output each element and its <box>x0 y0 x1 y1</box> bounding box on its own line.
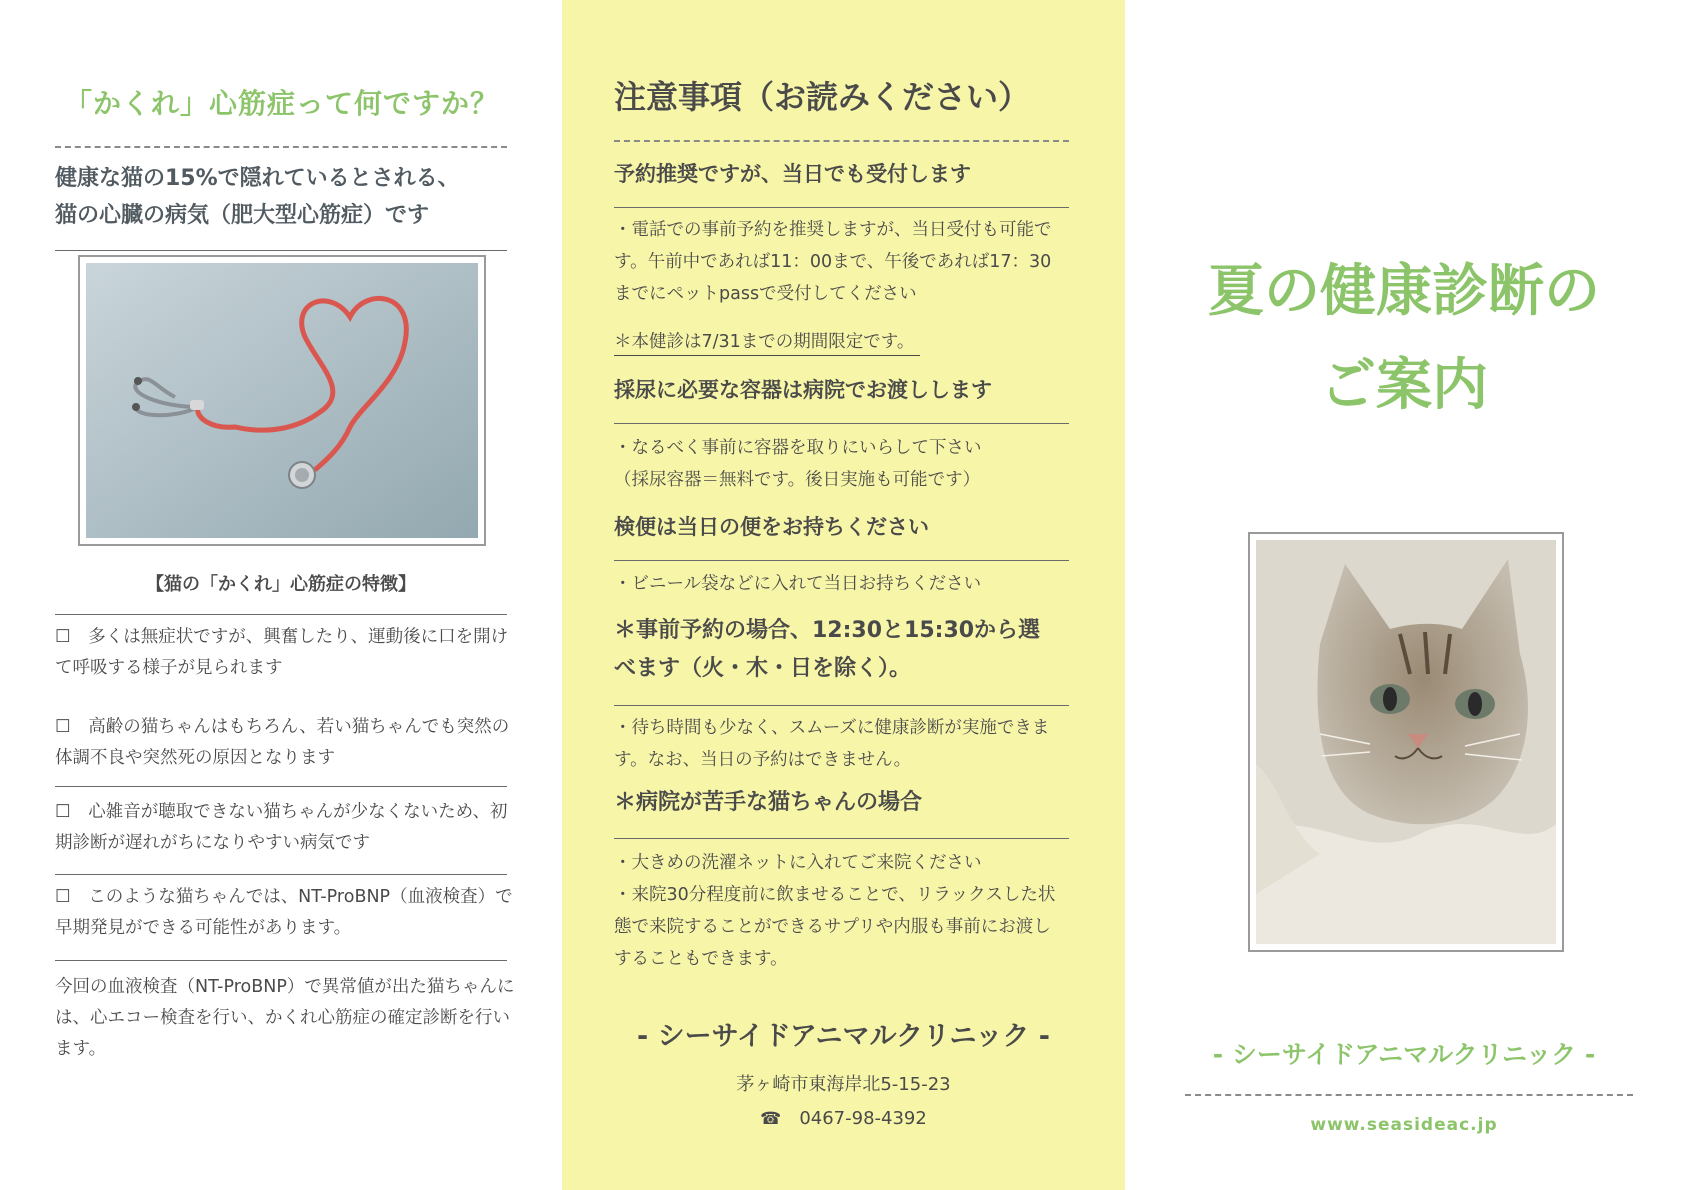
section5-body-line2: ・来院30分程度前に飲ませることで、リラックスした状態で来院することができるサプリや内服も事前にお渡しすることもできます。 <box>614 885 1056 969</box>
section4-heading: ＊事前予約の場合、12:30と15:30から選べます（火・木・日を除く）。 <box>614 618 1041 681</box>
section5-body-line1: ・大きめの洗濯ネットに入れてご来院ください <box>614 853 982 873</box>
clinic-website[interactable]: www.seasideac.jp <box>1310 1115 1498 1135</box>
feature-item-3: ☐ 心雑音が聴取できない猫ちゃんが少なくないため、初期診断が遅れがちになりやすい病気です <box>55 802 508 853</box>
cover-divider <box>1185 1094 1633 1096</box>
left-title: 「かくれ」心筋症って何ですか？ <box>64 87 500 120</box>
left-caption: 【猫の「かくれ」心筋症の特徴】 <box>146 574 416 595</box>
section1-divider <box>614 207 1069 208</box>
cat-image <box>1250 534 1562 950</box>
section2-body-line2: （採尿容器＝無料です。後日実施も可能です） <box>614 470 981 490</box>
left-lead-line1: 健康な猫の15%で隠れているとされる、 <box>55 166 460 191</box>
section2-divider <box>614 423 1069 424</box>
section4-body: ・待ち時間も少なく、スムーズに健康診断が実施できます。なお、当日の予約はできません。 <box>614 718 1050 770</box>
left-lead <box>55 160 525 234</box>
feature-item-4: ☐ このような猫ちゃんでは、NT-ProBNP（血液検査）で早期発見ができる可能性があります。 <box>55 887 513 938</box>
section4-divider <box>614 705 1069 706</box>
section5-divider <box>614 838 1069 839</box>
middle-clinic-name: - シーサイドアニマルクリニック - <box>636 1021 1050 1052</box>
left-footer-text: 今回の血液検査（NT-ProBNP）で異常値が出た猫ちゃんには、心エコー検査を行い、かくれ心筋症の確定診断を行います。 <box>55 977 515 1059</box>
cover-title-line1: 夏の健康診断の <box>1208 259 1600 324</box>
clinic-phone-row <box>562 1108 1125 1129</box>
cover-clinic-name: - シーサイドアニマルクリニック - <box>1212 1040 1596 1069</box>
section3-body: ・ビニール袋などに入れて当日お持ちください <box>614 574 982 594</box>
left-panel <box>0 0 562 1190</box>
stethoscope-heart-image <box>80 257 484 544</box>
clinic-address: 茅ヶ崎市東海岸北5-15-23 <box>736 1074 951 1095</box>
feature-divider-3 <box>55 874 507 875</box>
middle-panel <box>562 0 1125 1190</box>
feature-divider-4 <box>55 960 507 961</box>
section3-divider <box>614 560 1069 561</box>
cover-title-line2: ご案内 <box>1320 353 1488 418</box>
right-panel <box>1125 0 1683 1190</box>
section5-heading: ＊病院が苦手な猫ちゃんの場合 <box>614 790 923 815</box>
section1-body: ・電話での事前予約を推奨しますが、当日受付も可能です。午前中であれば11：00まで、午後であれば17：30までにペットpassで受付してください <box>614 220 1052 304</box>
left-lead-line2: 猫の心臓の病気（肥大型心筋症）です <box>55 203 430 228</box>
left-lead-divider <box>55 250 507 251</box>
section3-heading: 検便は当日の便をお持ちください <box>614 515 929 539</box>
section5-body <box>614 847 1064 975</box>
cat-photo <box>1248 532 1564 952</box>
left-caption-divider <box>55 614 507 615</box>
section2-heading: 採尿に必要な容器は病院でお渡しします <box>614 378 992 402</box>
left-title-divider <box>55 146 507 148</box>
feature-divider-2 <box>55 786 507 787</box>
middle-title-divider <box>614 140 1069 142</box>
section1-heading: 予約推奨ですが、当日でも受付します <box>614 162 971 186</box>
telephone-icon: ☎ <box>760 1109 782 1129</box>
section2-body-line1: ・なるべく事前に容器を取りにいらして下さい <box>614 438 982 458</box>
feature-item-1: ☐ 多くは無症状ですが、興奮したり、運動後に口を開けて呼吸する様子が見られます <box>55 627 509 678</box>
section2-body <box>614 432 1064 496</box>
cover-title <box>1125 245 1683 433</box>
period-note: ＊本健診は7/31までの期間限定です。 <box>614 328 920 356</box>
feature-item-2: ☐ 高齢の猫ちゃんはもちろん、若い猫ちゃんでも突然の体調不良や突然死の原因となります <box>55 717 510 768</box>
stethoscope-heart-photo <box>78 255 486 546</box>
middle-title: 注意事項（お読みください） <box>614 78 1031 116</box>
clinic-phone: 0467-98-4392 <box>799 1108 927 1129</box>
